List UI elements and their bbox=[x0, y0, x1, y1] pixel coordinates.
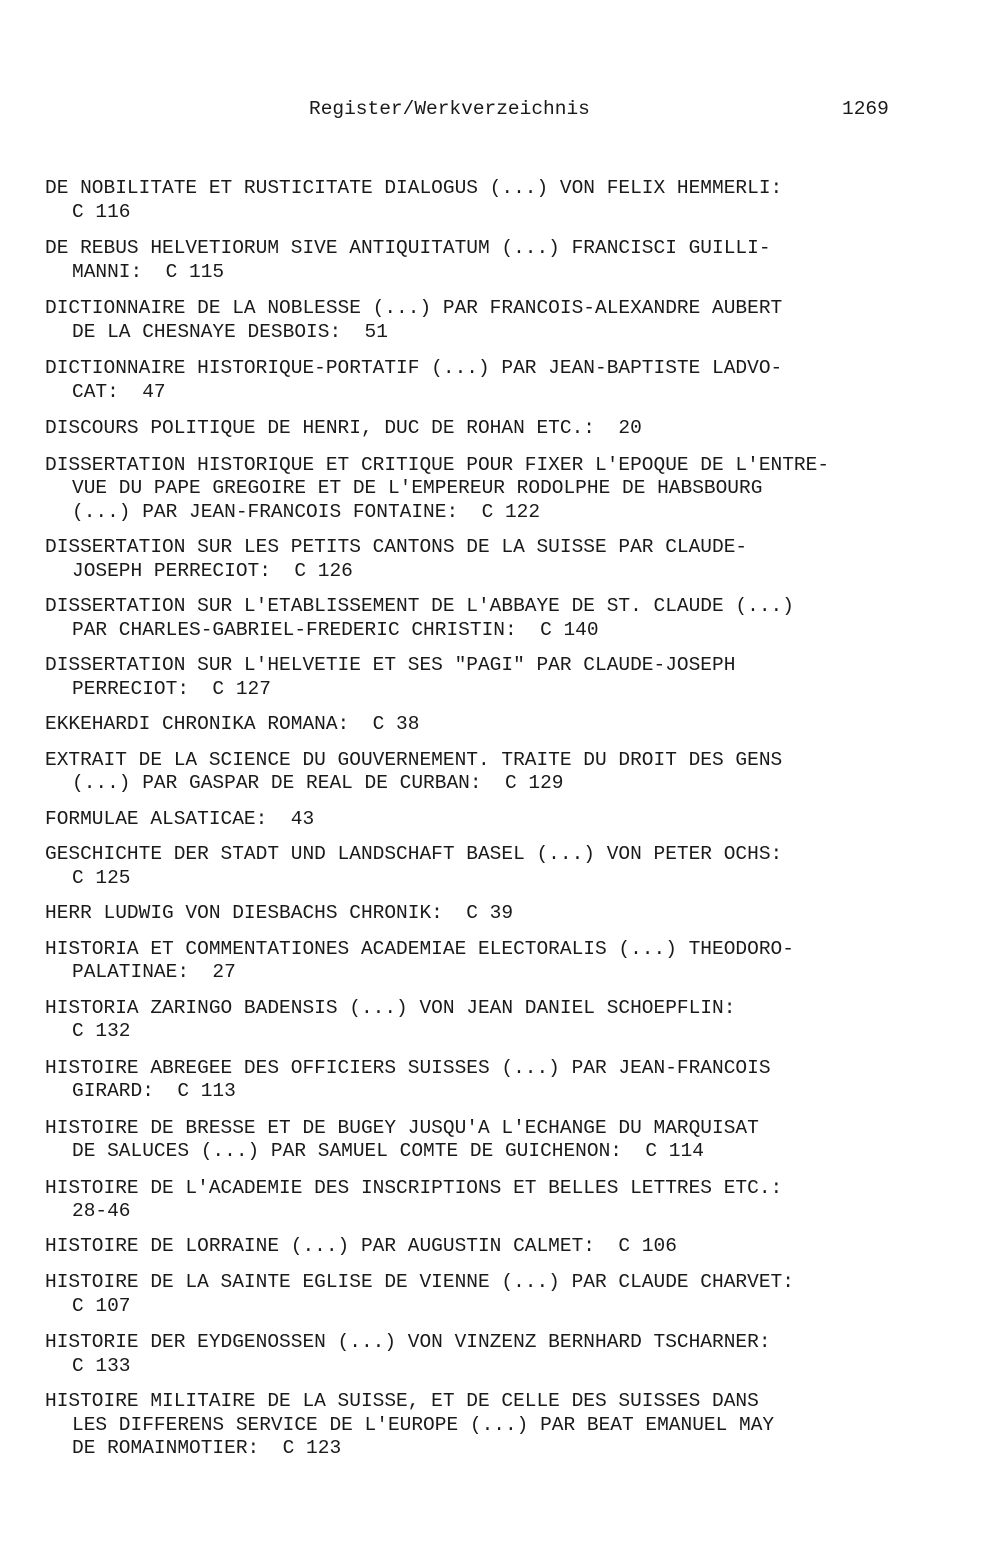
register-entry bbox=[45, 1271, 945, 1318]
entry-title-line: HISTORIA ET COMMENTATIONES ACADEMIAE ELECTORALIS (...) THEODORO- bbox=[45, 937, 794, 960]
entry-continuation-line: C 116 bbox=[72, 200, 131, 223]
entry-continuation-line: C 125 bbox=[72, 866, 131, 889]
entry-title-line: DISSERTATION SUR L'ETABLISSEMENT DE L'ABBAYE DE ST. CLAUDE (...) bbox=[45, 595, 794, 617]
entry-title-line: HISTORIA ZARINGO BADENSIS (...) VON JEAN DANIEL SCHOEPFLIN: bbox=[45, 996, 736, 1019]
entry-title-line: EXTRAIT DE LA SCIENCE DU GOUVERNEMENT. TRAITE DU DROIT DES GENS bbox=[45, 748, 783, 771]
entry-continuation-line: C 133 bbox=[72, 1354, 131, 1377]
register-entry bbox=[45, 843, 945, 890]
register-entry bbox=[45, 749, 945, 796]
register-entry bbox=[45, 357, 945, 404]
entry-title-line: DISSERTATION HISTORIQUE ET CRITIQUE POUR FIXER L'EPOQUE DE L'ENTRE- bbox=[45, 453, 830, 476]
register-entry bbox=[45, 1235, 945, 1259]
entry-continuation-line: LES DIFFERENS SERVICE DE L'EUROPE (...) PAR BEAT EMANUEL MAY bbox=[72, 1413, 775, 1436]
register-entry bbox=[45, 177, 945, 224]
entry-continuation-line: JOSEPH PERRECIOT: C 126 bbox=[72, 559, 353, 582]
register-entries bbox=[45, 165, 945, 1461]
register-entry bbox=[45, 1390, 945, 1461]
entry-continuation-line: C 107 bbox=[72, 1294, 131, 1317]
register-entry bbox=[45, 454, 945, 525]
entry-title-line: DISSERTATION SUR LES PETITS CANTONS DE LA SUISSE PAR CLAUDE- bbox=[45, 536, 748, 558]
register-entry bbox=[45, 1117, 945, 1164]
register-entry bbox=[45, 1331, 945, 1378]
entry-continuation-line: PERRECIOT: C 127 bbox=[72, 677, 271, 700]
entry-title-line: HISTOIRE DE LA SAINTE EGLISE DE VIENNE (...) PAR CLAUDE CHARVET: bbox=[45, 1271, 794, 1293]
entry-title-line: DE REBUS HELVETIORUM SIVE ANTIQUITATUM (...) FRANCISCI GUILLI- bbox=[45, 237, 771, 259]
entry-title-line: DISCOURS POLITIQUE DE HENRI, DUC DE ROHAN ETC.: 20 bbox=[45, 417, 642, 439]
entry-continuation-line: DE SALUCES (...) PAR SAMUEL COMTE DE GUICHENON: C 114 bbox=[72, 1140, 704, 1162]
register-entry bbox=[45, 297, 945, 344]
register-entry bbox=[45, 536, 945, 583]
entry-continuation-line: (...) PAR JEAN-FRANCOIS FONTAINE: C 122 bbox=[72, 500, 541, 523]
entry-continuation-line: 28-46 bbox=[72, 1200, 131, 1222]
entry-continuation-line: CAT: 47 bbox=[72, 380, 166, 403]
entry-continuation-line: DE LA CHESNAYE DESBOIS: 51 bbox=[72, 320, 388, 343]
entry-continuation-line: PAR CHARLES-GABRIEL-FREDERIC CHRISTIN: C 140 bbox=[72, 618, 599, 641]
register-entry bbox=[45, 237, 945, 284]
register-entry bbox=[45, 997, 945, 1044]
entry-continuation-line: MANNI: C 115 bbox=[72, 260, 225, 283]
entry-title-line: HERR LUDWIG VON DIESBACHS CHRONIK: C 39 bbox=[45, 902, 514, 924]
register-entry bbox=[45, 713, 945, 737]
entry-title-line: FORMULAE ALSATICAE: 43 bbox=[45, 807, 315, 830]
register-entry bbox=[45, 808, 945, 832]
entry-title-line: DICTIONNAIRE HISTORIQUE-PORTATIF (...) PAR JEAN-BAPTISTE LADVO- bbox=[45, 357, 783, 379]
entry-title-line: HISTOIRE ABREGEE DES OFFICIERS SUISSES (...) PAR JEAN-FRANCOIS bbox=[45, 1056, 771, 1079]
entry-title-line: DE NOBILITATE ET RUSTICITATE DIALOGUS (...) VON FELIX HEMMERLI: bbox=[45, 177, 783, 199]
entry-title-line: DISSERTATION SUR L'HELVETIE ET SES "PAGI" PAR CLAUDE-JOSEPH bbox=[45, 654, 736, 676]
entry-continuation-line: VUE DU PAPE GREGOIRE ET DE L'EMPEREUR RODOLPHE DE HABSBOURG bbox=[72, 477, 763, 499]
register-entry bbox=[45, 938, 945, 985]
entry-title-line: HISTOIRE DE L'ACADEMIE DES INSCRIPTIONS ET BELLES LETTRES ETC.: bbox=[45, 1176, 783, 1199]
entry-continuation-line: DE ROMAINMOTIER: C 123 bbox=[72, 1437, 342, 1459]
entry-continuation-line: PALATINAE: 27 bbox=[72, 961, 236, 983]
entry-title-line: GESCHICHTE DER STADT UND LANDSCHAFT BASEL (...) VON PETER OCHS: bbox=[45, 843, 783, 865]
entry-title-line: HISTOIRE DE LORRAINE (...) PAR AUGUSTIN CALMET: C 106 bbox=[45, 1234, 677, 1257]
entry-title-line: HISTOIRE DE BRESSE ET DE BUGEY JUSQU'A L'ECHANGE DU MARQUISAT bbox=[45, 1116, 759, 1139]
register-entry bbox=[45, 902, 945, 926]
register-entry bbox=[45, 1177, 945, 1224]
page-number: 1269 bbox=[842, 98, 889, 120]
entry-continuation-line: C 132 bbox=[72, 1020, 131, 1042]
entry-title-line: EKKEHARDI CHRONIKA ROMANA: C 38 bbox=[45, 713, 420, 735]
page-header bbox=[0, 96, 1000, 122]
entry-continuation-line: (...) PAR GASPAR DE REAL DE CURBAN: C 129 bbox=[72, 772, 564, 794]
register-entry bbox=[45, 654, 945, 701]
entry-title-line: DICTIONNAIRE DE LA NOBLESSE (...) PAR FRANCOIS-ALEXANDRE AUBERT bbox=[45, 297, 783, 319]
register-entry bbox=[45, 417, 945, 441]
register-entry bbox=[45, 1057, 945, 1104]
register-entry bbox=[45, 595, 945, 642]
entry-title-line: HISTORIE DER EYDGENOSSEN (...) VON VINZENZ BERNHARD TSCHARNER: bbox=[45, 1331, 771, 1353]
running-title: Register/Werkverzeichnis bbox=[309, 98, 590, 120]
entry-title-line: HISTOIRE MILITAIRE DE LA SUISSE, ET DE CELLE DES SUISSES DANS bbox=[45, 1390, 759, 1412]
entry-continuation-line: GIRARD: C 113 bbox=[72, 1080, 236, 1102]
